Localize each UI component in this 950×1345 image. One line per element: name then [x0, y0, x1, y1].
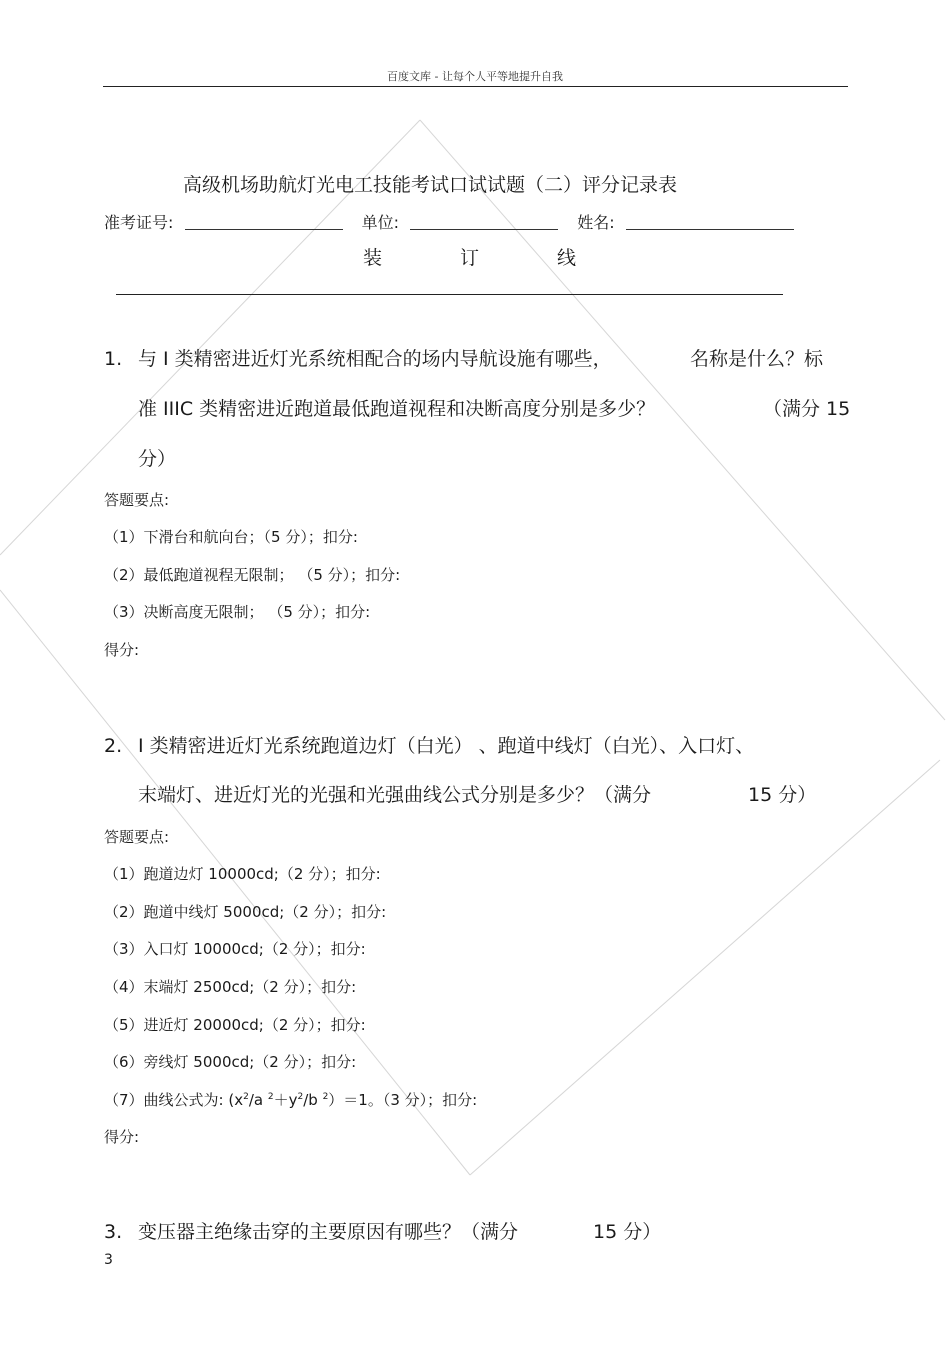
- binding-line-label: [363, 243, 654, 270]
- q2-item: （3）入口灯 10000cd;（2 分）；扣分:: [104, 940, 366, 958]
- q2-text-1: I 类精密进近灯光系统跑道边灯（白光） 、跑道中线灯（白光）、入口灯、: [138, 735, 755, 757]
- exam-id-label: 准考证号:: [104, 213, 174, 232]
- q1-item: （2）最低跑道视程无限制； （5 分）；扣分:: [104, 566, 401, 584]
- unit-blank: [410, 215, 558, 230]
- binding-char: 装: [363, 247, 383, 269]
- page-number: 3: [104, 1252, 113, 1268]
- header-rule: [103, 86, 848, 87]
- q1-text-2b: （满分 15: [763, 398, 851, 420]
- q1-answer-label: 答题要点:: [104, 491, 170, 509]
- q2-item: （1）跑道边灯 10000cd;（2 分）；扣分:: [104, 865, 381, 883]
- q3-line1: [104, 1217, 518, 1244]
- document-title: 高级机场助航灯光电工技能考试口试试题（二）评分记录表: [183, 174, 678, 196]
- q1-text-1a: 与 I 类精密进近灯光系统相配合的场内导航设施有哪些，: [138, 348, 612, 370]
- q1-line1: [104, 344, 612, 371]
- formula-prefix: （7）曲线公式为: (x: [104, 1091, 244, 1109]
- q2-answer-label: 答题要点:: [104, 828, 170, 846]
- q3-number: 3.: [104, 1221, 123, 1243]
- q2-item: （4）末端灯 2500cd;（2 分）；扣分:: [104, 978, 357, 996]
- q1-item: （3）决断高度无限制； （5 分）；扣分:: [104, 603, 371, 621]
- q2-line1: [104, 731, 754, 758]
- unit-label: 单位:: [361, 213, 399, 232]
- exam-id-blank: [185, 215, 343, 230]
- q2-number: 2.: [104, 735, 123, 757]
- q2-text-2b: 15 分）: [748, 784, 817, 806]
- q2-item: （2）跑道中线灯 5000cd;（2 分）；扣分:: [104, 903, 387, 921]
- name-blank: [626, 215, 794, 230]
- q3-text-1b: 15 分）: [593, 1221, 662, 1243]
- q2-formula: （7）曲线公式为: ($x^2/a$ $^2+y^2/b$ $^2$）＝1。（3 分）；扣分:: [104, 1091, 478, 1109]
- binding-char: 线: [557, 247, 577, 269]
- binding-rule: [116, 294, 783, 295]
- q1-text-2a: 准 IIIC 类精密进近跑道最低跑道视程和决断高度分别是多少？: [138, 398, 656, 420]
- q2-item: （6）旁线灯 5000cd;（2 分）；扣分:: [104, 1053, 357, 1071]
- q1-score-label: 得分:: [104, 641, 140, 659]
- q1-item: （1）下滑台和航向台；（5 分）；扣分:: [104, 528, 358, 546]
- q1-number: 1.: [104, 348, 123, 370]
- page-header: 百度文库 - 让每个人平等地提升自我: [387, 70, 563, 83]
- q1-text-1b: 名称是什么？标: [690, 348, 824, 370]
- binding-char: 订: [460, 247, 480, 269]
- q2-text-2a: 末端灯、进近灯光的光强和光强曲线公式分别是多少？（满分: [138, 784, 652, 806]
- q1-text-3: 分）: [138, 448, 177, 470]
- q2-score-label: 得分:: [104, 1128, 140, 1146]
- formula-suffix: ）＝1。（3 分）；扣分:: [328, 1091, 478, 1109]
- q3-text-1a: 变压器主绝缘击穿的主要原因有哪些？（满分: [138, 1221, 519, 1243]
- q2-item: （5）进近灯 20000cd;（2 分）；扣分:: [104, 1016, 366, 1034]
- name-label: 姓名:: [577, 213, 615, 232]
- candidate-fields: [104, 210, 808, 233]
